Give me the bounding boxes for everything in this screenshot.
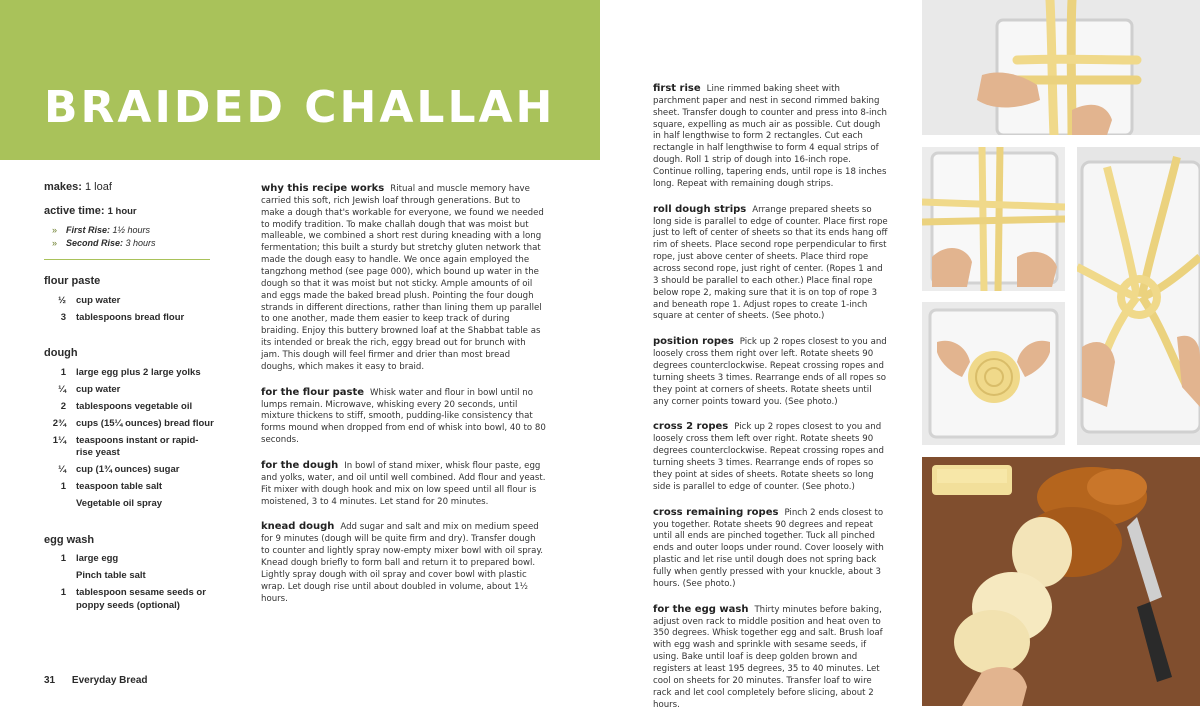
ingredient-qty: 2: [60, 400, 66, 412]
photo-ropes-crossing: [1077, 147, 1200, 445]
ingredient-text: large egg: [76, 553, 119, 565]
baked-challah-image: [922, 457, 1200, 706]
step-text: Line rimmed baking sheet with parchment paper and nest in second rimmed baking sheet. Transfer dough to counter and press into 8-inch square, expelling as much air as possible. Cut dough in half lengthwise to form 2 rectangles. Cut each rectangle in half lengthwise to form 4 equal strips of dough. Roll 1 strip of dough into 16-inch rope. Continue rolling, tapering ends, until rope is 18 inches long. Repeat with remaining dough strips.: [653, 84, 888, 189]
ingredient-text: teaspoons instant or rapid-rise yeast: [76, 434, 199, 459]
ingredient-text: tablespoons vegetable oil: [76, 400, 193, 412]
section-name: Everyday Bread: [71, 675, 148, 686]
second-rise-label: Second Rise:: [66, 237, 124, 248]
ingredient-groups: [44, 274, 214, 613]
ingredient-list: [44, 367, 214, 510]
method-paragraph: [653, 335, 888, 408]
photo-baked-challah: [922, 457, 1200, 706]
ingredient-qty: [44, 570, 66, 583]
ingredient-qty: ¼: [58, 464, 66, 476]
step-text: Pick up 2 ropes closest to you and loosely cross them left over right. Rotate sheets 90 degrees counterclockwise. Repeat crossing ropes and turning sheets 3 times. Rearrange ends of ropes so they point at sides of sheets. Rotate sheets so long side is parallel to edge of counter. (See photo.): [653, 422, 884, 492]
ingredient-item: [44, 587, 214, 613]
ingredient-text: Pinch table salt: [76, 570, 146, 582]
ingredient-qty: 1¼: [52, 434, 66, 446]
active-time-line: [44, 204, 214, 219]
method-column-middle: [261, 182, 546, 618]
ingredient-text: cups (15¼ ounces) bread flour: [76, 417, 214, 429]
first-rise-value: 1½ hours: [112, 224, 151, 235]
ingredient-item: [44, 367, 214, 380]
ingredient-text: teaspoon table salt: [76, 480, 163, 492]
round-loaf-image: [922, 302, 1065, 445]
step-heading: for the dough: [261, 460, 339, 472]
step-heading: cross remaining ropes: [653, 506, 779, 518]
ingredient-item: [44, 401, 214, 414]
step-text: Arrange prepared sheets so long side is parallel to edge of counter. Place first rope just to left of center of sheets so that its ends hang off rim of sheets. Place second rope perpendicular to first rope, just above center of sheets. Place third rope across second rope, just right of center. (Ropes 1 and 3 should be parallel to each other.) Place final rope below rope 2, making sure that it is on top of rope 3 and beneath rope 1. Adjust ropes to create 1-inch square at center of sheets. (See photo.): [653, 204, 888, 322]
divider: [44, 259, 210, 260]
step-text: Thirty minutes before baking, adjust oven rack to middle position and heat oven to 350 degrees. Whisk together egg and salt. Brush loaf with egg wash and sprinkle with sesame seeds, if using. Bake until loaf is deep golden brown and registers at least 195 degrees, 35 to 40 minutes. Let cool on sheets for 20 minutes. Transfer loaf to wire rack and let cool completely before slicing, about 2 hours.: [653, 604, 883, 710]
ingredient-text: cup water: [76, 384, 121, 396]
ingredient-qty: 1: [60, 587, 66, 599]
step-heading: for the flour paste: [261, 386, 365, 398]
method-paragraph: [653, 203, 888, 324]
ingredient-text: cup (1¾ ounces) sugar: [76, 464, 180, 476]
method-paragraph: [261, 182, 546, 374]
ingredient-item: [44, 570, 214, 583]
second-rise-value: 3 hours: [125, 237, 156, 248]
ingredient-item: [44, 295, 214, 308]
step-text: In bowl of stand mixer, whisk flour paste, egg and yolks, water, and oil until well combined. Add flour and yeast. Fit mixer with dough hook and mix on low speed until all flour is moistened, 3 to 4 minutes. Let stand for 20 minutes.: [261, 461, 546, 507]
ingredient-group-title: dough: [44, 347, 78, 360]
ingredient-text: large egg plus 2 large yolks: [76, 367, 201, 379]
method-column-right: [653, 82, 888, 723]
ingredient-item: [44, 498, 214, 511]
ingredient-group-title: flour paste: [44, 274, 101, 287]
method-paragraph: [653, 82, 888, 191]
step-heading: position ropes: [653, 336, 734, 348]
ingredients-column: [44, 180, 214, 635]
ropes-positioned-image: [922, 147, 1065, 291]
ingredient-item: [44, 418, 214, 431]
photo-ropes-crossed: [922, 0, 1200, 135]
ingredient-qty: 1: [60, 553, 66, 565]
title-banner: [0, 0, 600, 160]
method-paragraph: [261, 520, 546, 605]
ingredient-qty: 1: [60, 480, 66, 492]
ingredient-item: [44, 384, 214, 397]
method-paragraph: [261, 386, 546, 447]
ingredient-text: Vegetable oil spray: [76, 497, 163, 509]
photo-ropes-positioned: [922, 147, 1065, 291]
first-rise-time: [44, 224, 214, 236]
step-text: Pick up 2 ropes closest to you and loosely cross them right over left. Rotate sheets 90 degrees counterclockwise. Repeat crossing ropes and turning sheets 3 times. Rearrange ends of all ropes so they point at corners of sheets. Rotate sheets until any corner points toward you. (See photo.): [653, 337, 887, 407]
active-time-value: 1 hour: [107, 205, 137, 217]
step-text: Pinch 2 ends closest to you together. Rotate sheets 90 degrees and repeat until all ends are pinched together. Tuck all pinched ends and outer loops under round. Cover loosely with plastic and let rise until dough does not spring back fully when gently pressed with your knuckle, about 3 hours. (See photo.): [653, 507, 884, 589]
ingredient-item: [44, 553, 214, 566]
makes-label: makes:: [44, 181, 82, 193]
ingredient-qty: 1: [60, 367, 66, 379]
ingredient-group-title: egg wash: [44, 533, 95, 546]
ingredient-list: [44, 295, 214, 325]
active-time-label: active time:: [44, 204, 105, 217]
step-heading: cross 2 ropes: [653, 421, 729, 433]
recipe-title: BRAIDED CHALLAH: [44, 82, 556, 133]
ingredient-qty: 2¾: [52, 417, 66, 429]
step-heading: knead dough: [261, 521, 335, 533]
ropes-crossing-image: [1077, 147, 1200, 445]
step-heading: for the egg wash: [653, 603, 749, 615]
ingredient-qty: ¼: [58, 384, 66, 396]
step-text: Add sugar and salt and mix on medium speed for 9 minutes (dough will be quite firm and dry). Transfer dough to counter and lightly spray now-empty mixer bowl with oil spray. Knead dough briefly to form ball and return it to prepared bowl. Lightly spray dough with oil spray and cover bowl with plastic wrap. Let dough rise until about doubled in volume, about 1½ hours.: [261, 522, 544, 604]
step-heading: roll dough strips: [653, 203, 747, 215]
makes-line: [44, 180, 214, 195]
ropes-crossed-image: [922, 0, 1200, 135]
method-paragraph: [653, 603, 888, 712]
method-paragraph: [261, 459, 546, 508]
ingredient-item: [44, 464, 214, 477]
ingredient-item: [44, 312, 214, 325]
rise-times: [44, 224, 214, 249]
ingredient-text: tablespoons bread flour: [76, 311, 185, 323]
page-number: 31: [44, 675, 56, 686]
step-heading: why this recipe works: [261, 183, 385, 194]
first-rise-label: First Rise:: [66, 224, 111, 235]
ingredient-text: cup water: [76, 294, 121, 306]
step-heading: first rise: [653, 83, 701, 94]
ingredient-qty: [44, 498, 66, 511]
ingredient-list: [44, 553, 214, 612]
ingredient-text: tablespoon sesame seeds or poppy seeds (optional): [76, 587, 206, 611]
ingredient-item: [44, 481, 214, 494]
ingredient-qty: ½: [58, 294, 66, 306]
method-paragraph: [653, 420, 888, 493]
page-footer: [44, 675, 162, 686]
makes-value: 1 loaf: [84, 181, 112, 193]
step-text: Ritual and muscle memory have carried this soft, rich Jewish loaf through generations. But to make a dough that's workable for everyone, we found we needed to modify tradition. To make challah dough that was moist but malleable, we combined a short rest during kneading with a long fermentation; this built a sturdy but stretchy gluten network that made the dough easy to handle. We once again employed the tangzhong method (see page 000), which bound up water in the dough so that it was moist but not sticky. Ample amounts of oil and eggs made the baked bread plush. Pointing the four dough strands in different directions, rather than lining them up parallel to one another, made them easier to keep track of during braiding. Enjoy this buttery browned loaf at the Shabbat table as its intended or break the rich, eggy bread out for brunch with jam. This dough will feel firmer and drier than most bread doughs, which makes it easy to braid.: [261, 184, 544, 372]
step-text: Whisk water and flour in bowl until no lumps remain. Microwave, whisking every 20 seconds, until mixture thickens to stiff, smooth, pudding-like consistency that forms mound when dropped from end of whisk into bowl, 40 to 80 seconds.: [261, 387, 546, 446]
method-paragraph: [653, 506, 888, 591]
photo-round-loaf: [922, 302, 1065, 445]
second-rise-time: [44, 237, 214, 249]
ingredient-qty: 3: [60, 311, 66, 323]
ingredient-item: [44, 435, 214, 461]
